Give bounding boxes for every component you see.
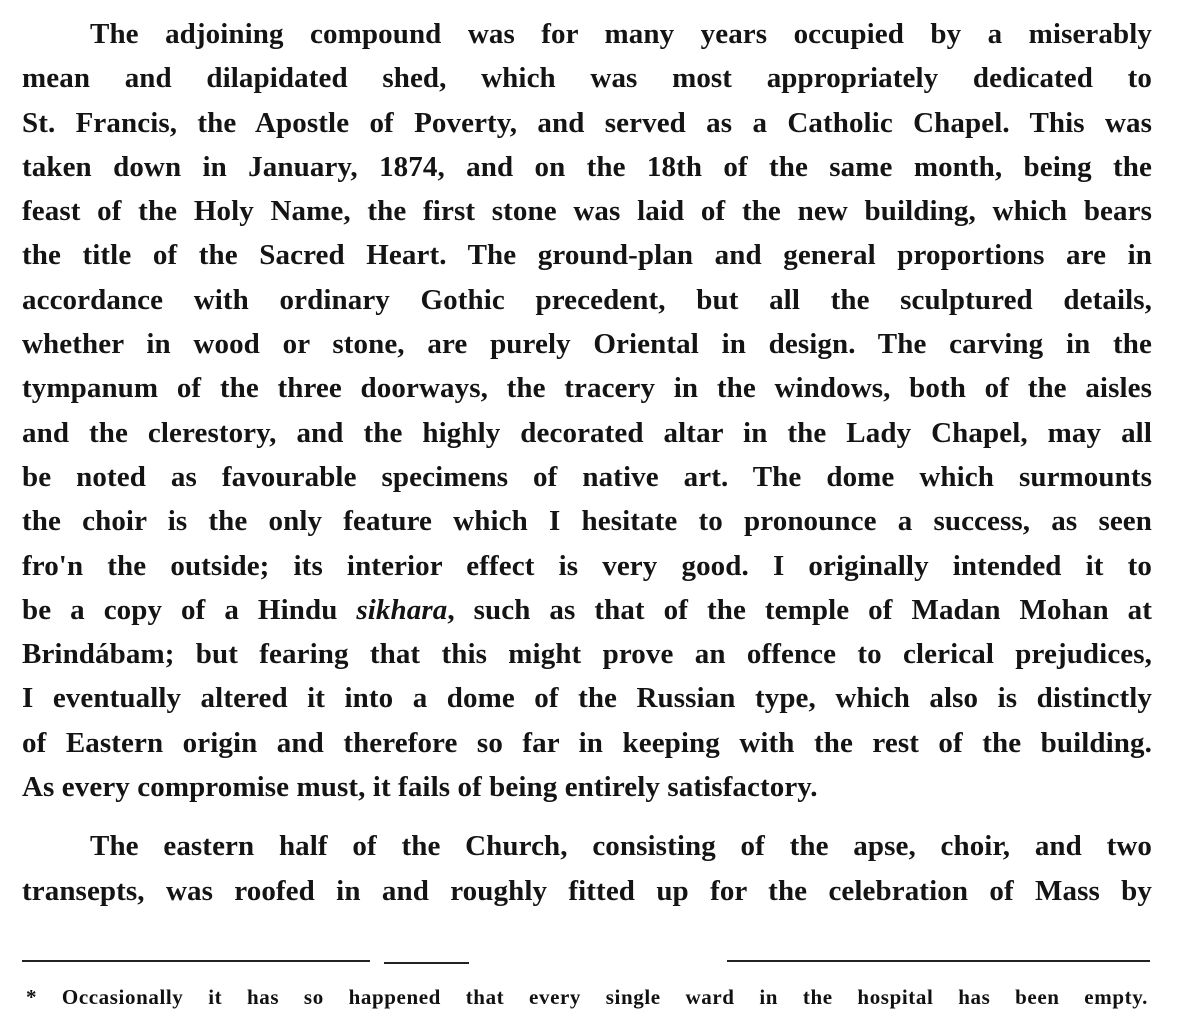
text-line: tympanum of the three doorways, the tracery in the windows, both of the aisles bbox=[22, 372, 1152, 405]
text-segment: be a copy of a Hindu bbox=[22, 593, 357, 626]
divider-segment bbox=[22, 960, 370, 962]
page-body bbox=[22, 12, 1152, 913]
text-line: The eastern half of the Church, consisting of the apse, choir, and two bbox=[90, 830, 1152, 863]
text-line-with-italic bbox=[22, 588, 1152, 632]
text-line: I eventually altered it into a dome of the Russian type, which also is distinctly bbox=[22, 682, 1152, 715]
text-line: Brindábam; but fearing that this might prove an offence to clerical prejudices, bbox=[22, 638, 1152, 671]
divider-segment bbox=[384, 962, 469, 964]
text-line: As every compromise must, it fails of being entirely satisfactory. bbox=[22, 771, 818, 804]
text-line: St. Francis, the Apostle of Poverty, and served as a Catholic Chapel. This was bbox=[22, 106, 1152, 139]
text-line: be noted as favourable specimens of native art. The dome which surmounts bbox=[22, 460, 1152, 493]
text-line: accordance with ordinary Gothic precedent, but all the sculptured details, bbox=[22, 283, 1152, 316]
footnote-divider bbox=[22, 958, 1152, 966]
text-line: mean and dilapidated shed, which was most appropriately dedicated to bbox=[22, 62, 1152, 95]
text-line: and the clerestory, and the highly decorated altar in the Lady Chapel, may all bbox=[22, 416, 1152, 449]
text-line: feast of the Holy Name, the first stone was laid of the new building, which bears bbox=[22, 195, 1152, 228]
text-line: taken down in January, 1874, and on the 18th of the same month, being the bbox=[22, 150, 1152, 183]
text-line: The adjoining compound was for many years occupied by a miserably bbox=[90, 18, 1152, 50]
italic-term: sikhara bbox=[356, 593, 448, 626]
text-line: fro'n the outside; its interior effect is very good. I originally intended it to bbox=[22, 549, 1152, 582]
text-line: whether in wood or stone, are purely Oriental in design. The carving in the bbox=[22, 328, 1152, 361]
paragraph-2 bbox=[22, 824, 1152, 913]
footnote: * Occasionally it has so happened that every single ward in the hospital has been empty. bbox=[26, 985, 1148, 1009]
text-line: the choir is the only feature which I hesitate to pronounce a success, as seen bbox=[22, 505, 1152, 538]
divider-segment bbox=[727, 960, 1150, 962]
text-line: transepts, was roofed in and roughly fitted up for the celebration of Mass by bbox=[22, 874, 1152, 907]
paragraph-1 bbox=[22, 12, 1152, 809]
text-line: of Eastern origin and therefore so far in keeping with the rest of the building. bbox=[22, 726, 1152, 759]
text-segment: , such as that of the temple of Madan Mohan at bbox=[447, 593, 1152, 626]
text-line: the title of the Sacred Heart. The ground-plan and general proportions are in bbox=[22, 239, 1152, 272]
